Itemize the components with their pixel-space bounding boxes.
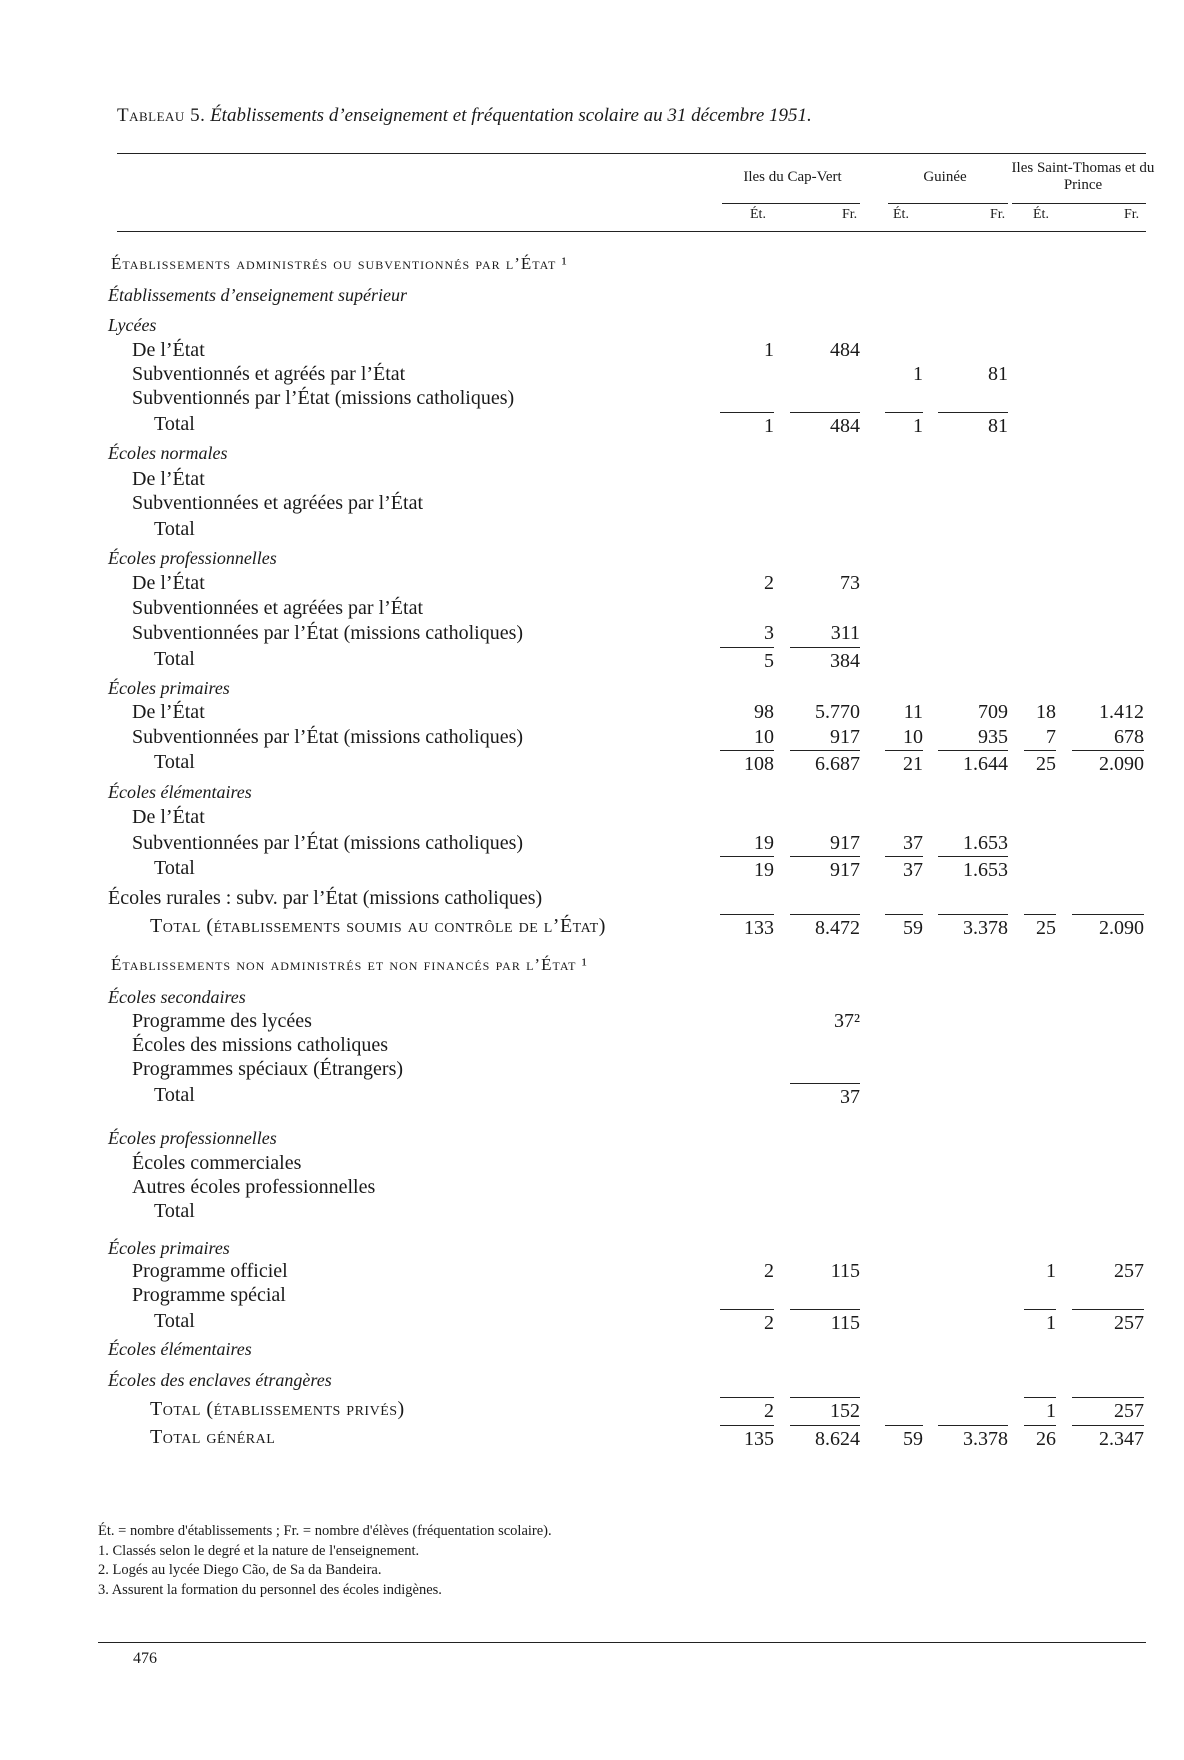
cell-col-3: 81 [988,363,1008,385]
cell-col-0: 98 [754,701,774,723]
table-row [0,1033,1184,1059]
row-label: Subventionnés et agréés par l’État [132,363,406,385]
cell-col-0: 5 [720,647,774,673]
cell-col-4: 25 [1024,750,1056,776]
cell-col-2: 1 [885,412,923,438]
cell-col-1: 917 [830,832,860,854]
row-label: Programme des lycées [132,1010,312,1032]
subheader-et-2: Ét. [893,207,909,222]
section-heading [0,953,1184,979]
category-heading [0,1126,1184,1152]
cell-col-0: 3 [764,622,774,644]
table-row [0,338,1184,364]
cell-col-0: 1 [764,339,774,361]
table-row [0,1057,1184,1083]
cell-col-0: 133 [720,914,774,940]
row-label: Écoles élémentaires [108,1339,252,1359]
table-row [0,621,1184,647]
table-row [0,1283,1184,1309]
footnote-3: 3. Assurent la formation du personnel des écoles indigènes. [98,1581,442,1598]
cell-col-2: 1 [913,363,923,385]
row-label: Subventionnées et agréées par l’État [132,492,423,514]
cell-col-1: 8.472 [790,914,860,940]
subheader-fr-3: Fr. [1124,207,1140,222]
row-label: Programmes spéciaux (Étrangers) [132,1058,404,1080]
table-row [0,467,1184,493]
total-row [0,1199,1184,1225]
footnote-2: 2. Logés au lycée Diego Cão, de Sa da Bandeira. [98,1562,382,1578]
cell-col-5: 257 [1072,1309,1144,1335]
cell-col-0: 10 [754,726,774,748]
row-label: Subventionnées par l’État (missions catholiques) [132,726,524,748]
cell-col-1: 115 [790,1309,860,1335]
table-label: Tableau 5. [117,105,206,126]
category-heading [0,1337,1184,1363]
cell-col-0: 1 [720,412,774,438]
table-row [0,700,1184,726]
group-rule-1 [722,203,860,204]
row-label: Total [154,1084,195,1106]
category-heading [0,313,1184,339]
row-label: Établissements d’enseignement supérieur [108,285,407,305]
row-label: Subventionnées par l’État (missions catholiques) [132,832,524,854]
row-label: Total (établissements soumis au contrôle de l’État) [150,915,606,937]
row-label: Écoles secondaires [108,987,246,1007]
cell-col-1: 917 [790,856,860,882]
cell-col-3: 81 [938,412,1008,438]
cell-col-4: 18 [1036,701,1056,723]
category-heading [0,886,1184,912]
cell-col-1: 115 [830,1260,860,1282]
row-label: Programme spécial [132,1284,286,1306]
header-bottom-rule [117,231,1146,232]
cell-col-0: 19 [754,832,774,854]
row-label: Lycées [108,315,157,335]
row-label: Autres écoles professionnelles [132,1176,376,1198]
subheader-et-1: Ét. [750,207,766,222]
table-title: Établissements d’enseignement et fréquentation scolaire au 31 décembre 1951. [210,105,812,126]
subheader-fr-2: Fr. [990,207,1006,222]
cell-col-5: 2.347 [1072,1425,1144,1451]
row-label: Subventionnés par l’État (missions catholiques) [132,387,515,409]
row-label: Écoles primaires [108,1238,230,1258]
table-caption [117,105,812,127]
row-label: Écoles professionnelles [108,548,277,568]
cell-col-1: 311 [830,622,860,644]
cell-col-3: 1.644 [938,750,1008,776]
row-label: De l’État [132,339,205,361]
table-row [0,805,1184,831]
cell-col-5: 257 [1114,1260,1144,1282]
cell-col-1: 917 [830,726,860,748]
row-label: Total [154,648,195,670]
cell-col-5: 257 [1072,1397,1144,1423]
cell-col-3: 709 [978,701,1008,723]
total-row [0,647,1184,673]
cell-col-0: 135 [720,1425,774,1451]
cell-col-2: 37 [903,832,923,854]
cell-col-0: 19 [720,856,774,882]
footnote-1: 1. Classés selon le degré et la nature de l'enseignement. [98,1542,420,1559]
cell-col-0: 2 [720,1309,774,1335]
row-label: Total [154,1200,195,1222]
cell-col-5: 1.412 [1099,701,1144,723]
cell-col-1: 37² [834,1010,860,1032]
cell-col-4: 1 [1024,1397,1056,1423]
cell-col-0: 2 [764,1260,774,1282]
header-group-cap-vert: Iles du Cap-Vert [743,169,842,185]
total-row [0,412,1184,438]
category-heading [0,1368,1184,1394]
total-row [0,1083,1184,1109]
total-row [0,1425,1184,1451]
row-label: De l’État [132,701,205,723]
cell-col-4: 26 [1024,1425,1056,1451]
table-row [0,386,1184,412]
row-label: Établissements non administrés et non financés par l’État ¹ [111,955,588,974]
table-row [0,1009,1184,1035]
total-row [0,914,1184,940]
table-row [0,725,1184,751]
top-rule [117,153,1146,154]
cell-col-5: 2.090 [1072,750,1144,776]
row-label: Subventionnées et agréées par l’État [132,597,423,619]
row-label: De l’État [132,572,205,594]
total-row [0,1309,1184,1335]
row-label: Total (établissements privés) [150,1398,405,1420]
row-label: Total [154,413,195,435]
cell-col-0: 2 [764,572,774,594]
cell-col-2: 11 [903,701,923,723]
cell-col-1: 73 [840,572,860,594]
category-heading [0,546,1184,572]
row-label: Programme officiel [132,1260,288,1282]
cell-col-1: 384 [790,647,860,673]
total-row [0,856,1184,882]
cell-col-2: 59 [885,914,923,940]
table-row [0,1175,1184,1201]
cell-col-3: 1.653 [963,832,1008,854]
cell-col-2: 21 [885,750,923,776]
subheader-fr-1: Fr. [842,207,858,222]
row-label: Établissements administrés ou subventionnés par l’État ¹ [111,254,568,273]
header-group-guinee: Guinée [923,169,967,185]
cell-col-3: 1.653 [938,856,1008,882]
header-group-saint-thomas: Iles Saint-Thomas et du Prince [1011,160,1155,193]
page-number: 476 [133,1650,157,1667]
cell-col-2: 37 [885,856,923,882]
row-label: Écoles normales [108,443,228,463]
cell-col-2: 10 [903,726,923,748]
table-row [0,362,1184,388]
footnote-abbrev: Ét. = nombre d'établissements ; Fr. = nombre d'élèves (fréquentation scolaire). [98,1523,552,1539]
table-row [0,831,1184,857]
row-label: De l’État [132,806,205,828]
row-label: Écoles élémentaires [108,782,252,802]
footer-rule [98,1642,1146,1643]
cell-col-3: 3.378 [938,914,1008,940]
subheader-et-3: Ét. [1033,207,1049,222]
cell-col-1: 6.687 [790,750,860,776]
cell-col-4: 25 [1024,914,1056,940]
cell-col-4: 7 [1046,726,1056,748]
category-heading [0,985,1184,1011]
table-row [0,571,1184,597]
total-row [0,1397,1184,1423]
cell-col-0: 108 [720,750,774,776]
table-row [0,596,1184,622]
row-label: Écoles rurales : subv. par l’État (missions catholiques) [108,887,543,909]
row-label: Total [154,1310,195,1332]
table-row [0,1259,1184,1285]
total-row [0,517,1184,543]
cell-col-4: 1 [1024,1309,1056,1335]
row-label: Total [154,518,195,540]
row-label: Subventionnées par l’État (missions catholiques) [132,622,524,644]
cell-col-3: 935 [978,726,1008,748]
group-rule-3 [1012,203,1146,204]
cell-col-4: 1 [1046,1260,1056,1282]
category-heading [0,780,1184,806]
cell-col-1: 8.624 [790,1425,860,1451]
cell-col-1: 484 [830,339,860,361]
category-heading [0,676,1184,702]
row-label: Total [154,751,195,773]
row-label: De l’État [132,468,205,490]
cell-col-1: 484 [790,412,860,438]
row-label: Écoles des enclaves étrangères [108,1370,332,1390]
category-heading [0,283,1184,309]
cell-col-1: 5.770 [815,701,860,723]
footnotes [98,1522,552,1600]
category-heading [0,441,1184,467]
table-row [0,491,1184,517]
row-label: Total [154,857,195,879]
cell-col-1: 152 [790,1397,860,1423]
row-label: Écoles primaires [108,678,230,698]
row-label: Écoles commerciales [132,1152,302,1174]
section-heading [0,252,1184,278]
cell-col-2: 59 [885,1425,923,1451]
group-rule-2 [888,203,1008,204]
row-label: Total général [150,1426,276,1448]
cell-col-1: 37 [790,1083,860,1109]
table-row [0,1151,1184,1177]
cell-col-5: 2.090 [1072,914,1144,940]
cell-col-3: 3.378 [938,1425,1008,1451]
cell-col-5: 678 [1114,726,1144,748]
row-label: Écoles des missions catholiques [132,1034,389,1056]
cell-col-0: 2 [720,1397,774,1423]
row-label: Écoles professionnelles [108,1128,277,1148]
total-row [0,750,1184,776]
